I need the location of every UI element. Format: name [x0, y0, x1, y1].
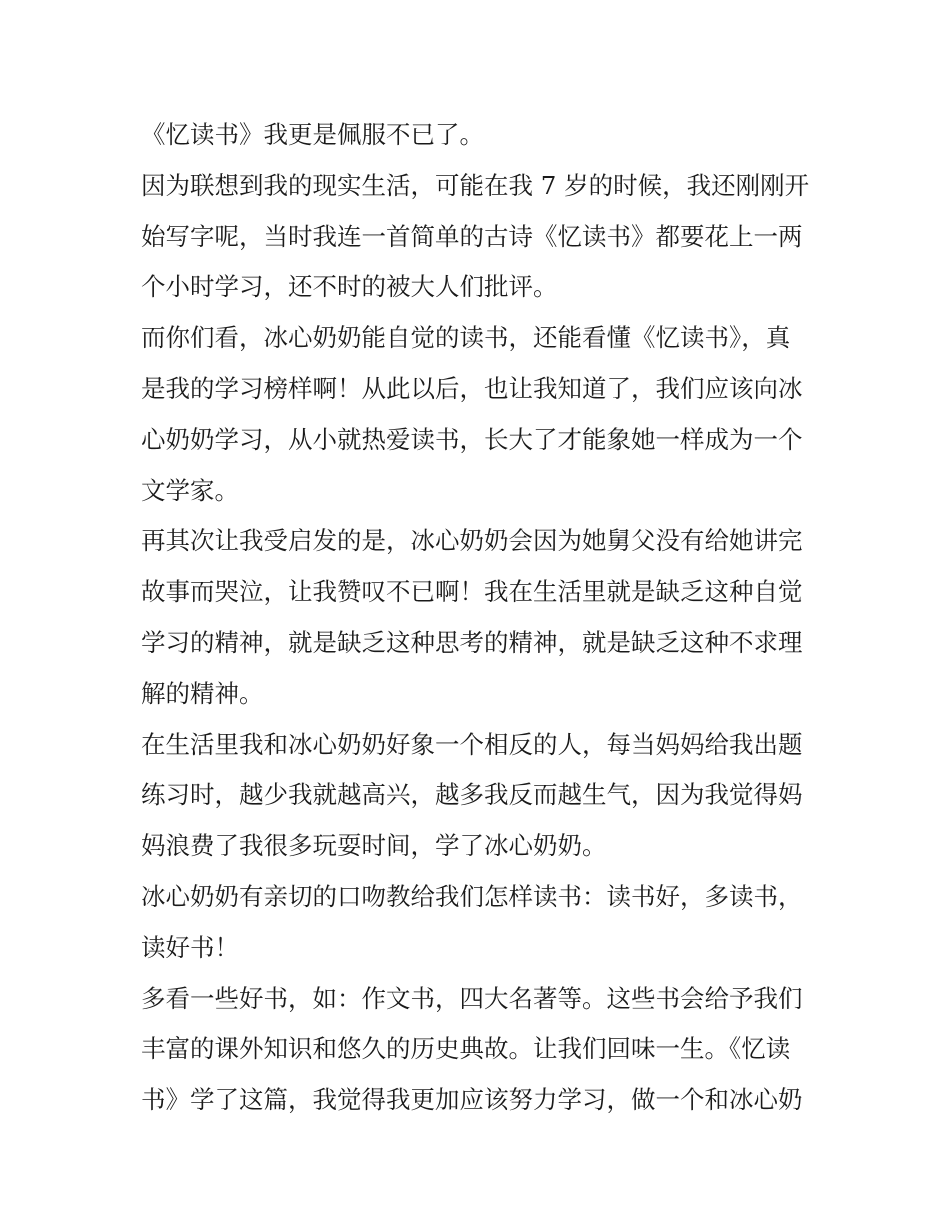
text-line: 因为联想到我的现实生活，可能在我 7 岁的时候，我还刚刚开	[141, 170, 810, 200]
text-line: 文学家。	[141, 475, 239, 505]
text-line: 妈浪费了我很多玩耍时间，学了冰心奶奶。	[141, 831, 607, 861]
text-line: 练习时，越少我就越高兴，越多我反而越生气，因为我觉得妈	[141, 780, 803, 810]
text-line: 解的精神。	[141, 678, 264, 708]
text-line: 而你们看，冰心奶奶能自觉的读书，还能看懂《忆读书》，真	[141, 323, 791, 353]
text-line: 在生活里我和冰心奶奶好象一个相反的人，每当妈妈给我出题	[141, 729, 803, 759]
text-line: 读好书！	[141, 932, 239, 962]
text-line: 故事而哭泣，让我赞叹不已啊！我在生活里就是缺乏这种自觉	[141, 577, 803, 607]
text-line: 是我的学习榜样啊！从此以后，也让我知道了，我们应该向冰	[141, 373, 803, 403]
text-line: 丰富的课外知识和悠久的历史典故。让我们回味一生。《忆读	[141, 1034, 791, 1064]
text-line: 学习的精神，就是缺乏这种思考的精神，就是缺乏这种不求理	[141, 627, 803, 657]
text-line: 心奶奶学习，从小就热爱读书，长大了才能象她一样成为一个	[141, 424, 803, 454]
text-line: 《忆读书》我更是佩服不已了。	[141, 120, 484, 149]
text-line: 多看一些好书，如：作文书，四大名著等。这些书会给予我们	[141, 983, 803, 1013]
text-line: 再其次让我受启发的是，冰心奶奶会因为她舅父没有给她讲完	[141, 526, 803, 556]
text-line: 冰心奶奶有亲切的口吻教给我们怎样读书：读书好，多读书，	[141, 881, 803, 911]
text-line: 个小时学习，还不时的被大人们批评。	[141, 272, 558, 302]
text-line: 书》学了这篇，我觉得我更加应该努力学习，做一个和冰心奶	[141, 1085, 803, 1115]
text-line: 始写字呢，当时我连一首简单的古诗《忆读书》都要花上一两	[141, 221, 803, 251]
body-text	[141, 110, 821, 1126]
